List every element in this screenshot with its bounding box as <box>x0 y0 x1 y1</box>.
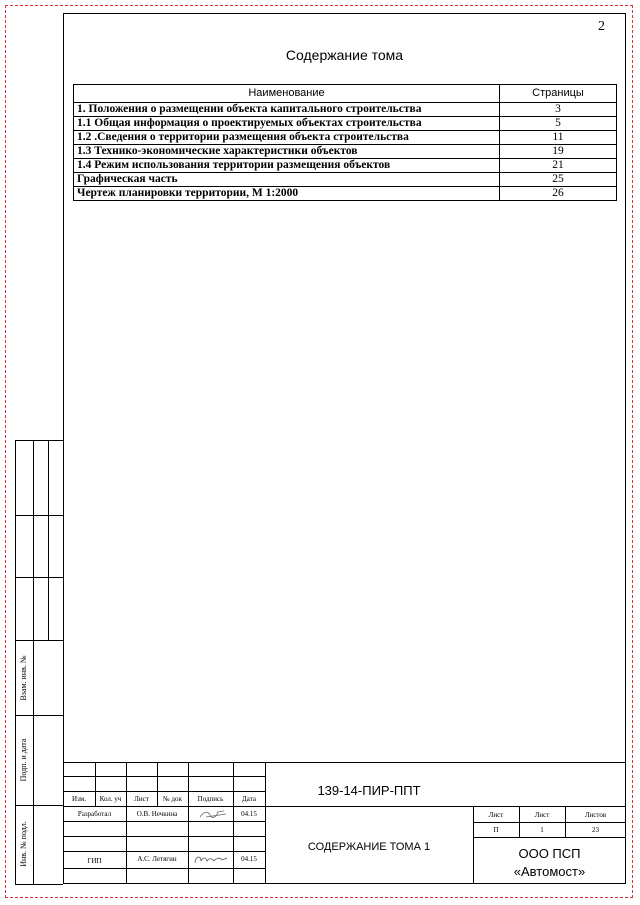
toc-row <box>74 187 617 201</box>
stage-header: Лист <box>488 811 504 819</box>
razrab-name: О.В. Нечкина <box>136 810 178 818</box>
toc-row-page: 19 <box>500 145 617 159</box>
toc-header-pages: Страницы <box>500 85 617 103</box>
toc-row-page: 25 <box>500 173 617 187</box>
col-data: Дата <box>242 795 256 803</box>
toc-header-row <box>74 85 617 103</box>
gip-name: А.С. Летягин <box>137 855 177 863</box>
stage-value: П <box>493 826 499 834</box>
podp-data-label: Подп. и дата <box>19 738 28 782</box>
document-code: 139-14-ПИР-ППТ <box>317 783 421 798</box>
page-number: 2 <box>598 19 605 34</box>
razrab-signature <box>198 808 228 820</box>
toc-row-name: 1. Положения о размещении объекта капитального строительства <box>74 103 500 117</box>
toc-row-page: 21 <box>500 159 617 173</box>
toc-row <box>74 131 617 145</box>
gip-role: ГИП <box>87 857 102 865</box>
toc-row-name: 1.1 Общая информация о проектируемых объектах строительства <box>74 117 500 131</box>
gip-signature <box>192 852 230 866</box>
inv-podl-label: Инв. № подл. <box>19 821 28 867</box>
col-n-dok: № док <box>163 795 182 803</box>
list-value: 1 <box>540 826 544 834</box>
toc-row-page: 5 <box>500 117 617 131</box>
col-podpis: Подпись <box>197 795 224 803</box>
toc-row <box>74 117 617 131</box>
list-header: Лист <box>534 811 550 819</box>
toc-row-page: 3 <box>500 103 617 117</box>
org-name-quoted: «Автомост» <box>513 864 586 879</box>
gip-date: 04.15 <box>241 855 257 863</box>
col-kol-uch: Кол. уч <box>99 795 122 803</box>
toc-row <box>74 159 617 173</box>
toc-row-name: 1.4 Режим использования территории размещения объектов <box>74 159 500 173</box>
vzam-inv-label: Взам. инв. № <box>19 655 28 701</box>
sheet-title: СОДЕРЖАНИЕ ТОМА 1 <box>307 841 431 853</box>
toc-row-name: Чертеж планировки территории, М 1:2000 <box>74 187 500 201</box>
toc-header-name: Наименование <box>74 85 500 103</box>
toc-row-page: 11 <box>500 131 617 145</box>
listov-header: Листов <box>584 811 607 819</box>
org-name: ООО ПСП <box>518 846 581 861</box>
toc-row <box>74 145 617 159</box>
toc-row-page: 26 <box>500 187 617 201</box>
toc-row <box>74 103 617 117</box>
toc-row-name: 1.3 Технико-экономические характеристики объектов <box>74 145 500 159</box>
razrab-date: 04.15 <box>241 810 257 818</box>
col-izm: Изм. <box>72 795 86 803</box>
toc-table <box>73 84 617 201</box>
page-title: Содержание тома <box>285 47 404 63</box>
toc-row-name: Графическая часть <box>74 173 500 187</box>
razrab-role: Разработал <box>77 810 112 818</box>
toc-row <box>74 173 617 187</box>
listov-value: 23 <box>592 826 599 834</box>
col-list: Лист <box>134 795 149 803</box>
toc-row-name: 1.2 .Сведения о территории размещения объекта строительства <box>74 131 500 145</box>
